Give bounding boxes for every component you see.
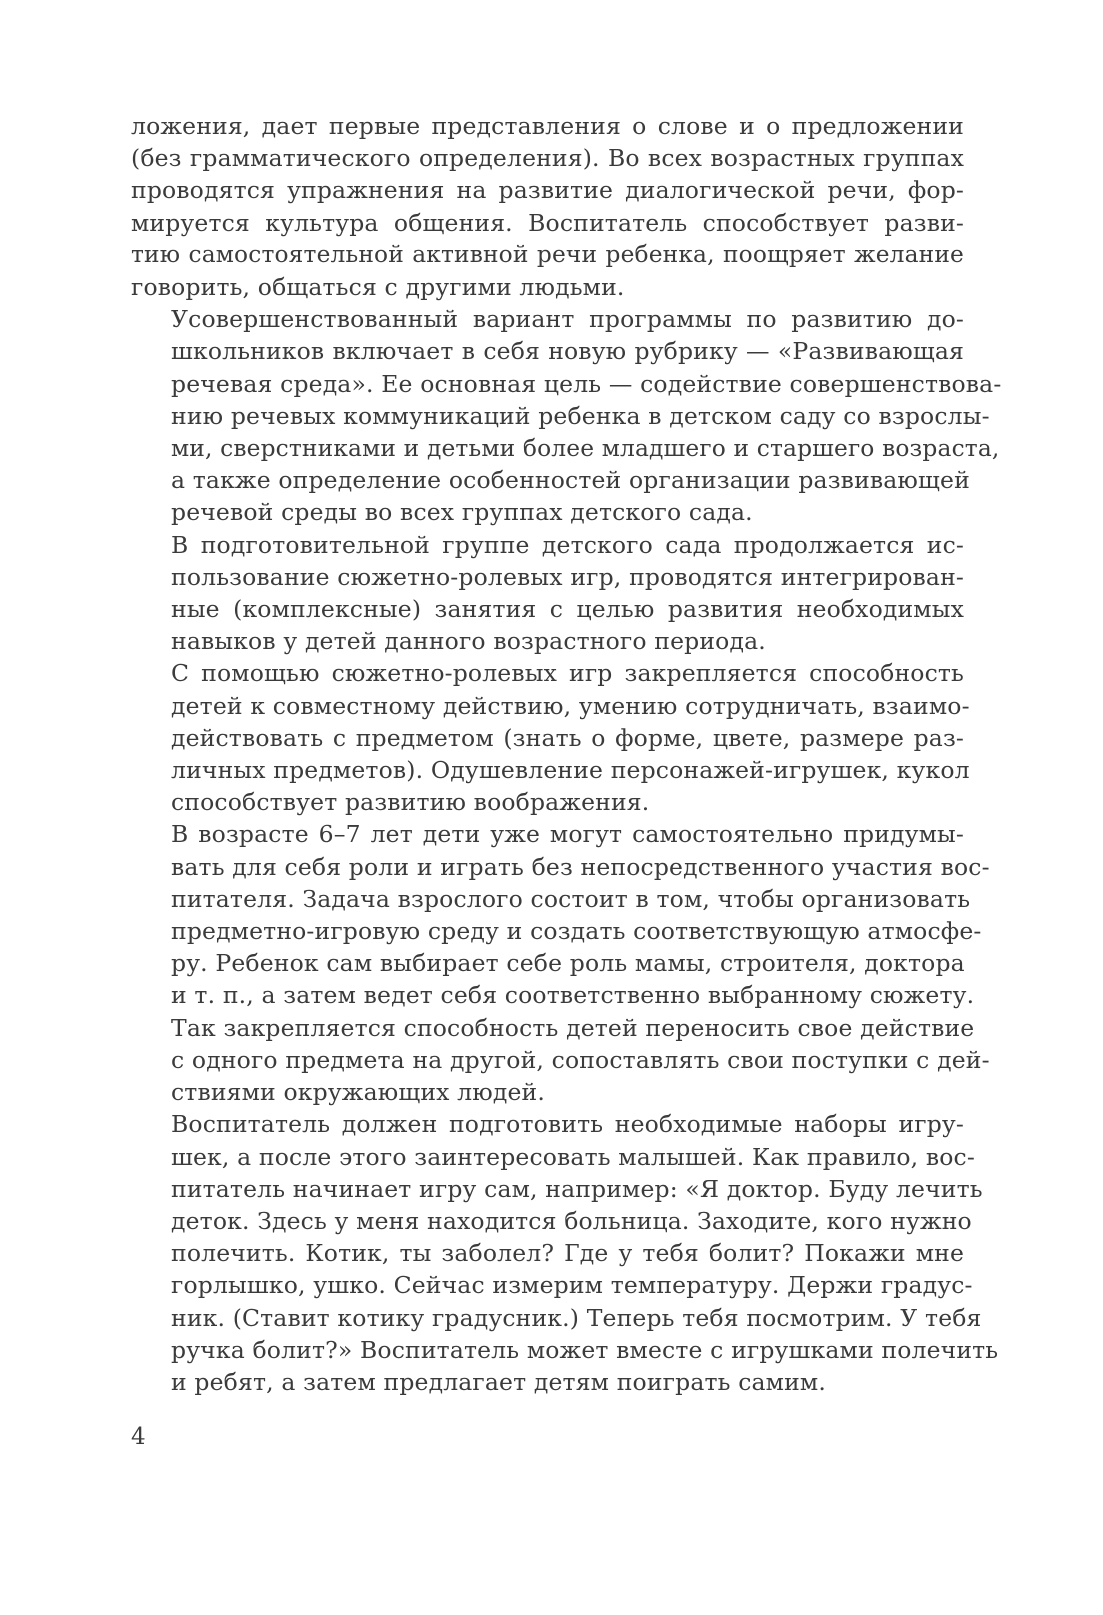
- text-line: пользование сюжетно-ролевых игр, проводятся интегрирован-: [171, 562, 964, 591]
- text-line: Так закрепляется способность детей переносить свое действие: [171, 1013, 975, 1042]
- text-line: питателя. Задача взрослого состоит в том, чтобы организовать: [171, 884, 971, 913]
- text-line: речевой среды во всех группах детского сада.: [171, 498, 753, 527]
- paragraph: [131, 657, 970, 818]
- text-line: нию речевых коммуникаций ребенка в детском саду со взрослы-: [171, 401, 990, 430]
- text-line: ложения, дает первые представления о слове и о предложении: [131, 112, 964, 140]
- text-line: и ребят, а затем предлагает детям поиграть самим.: [171, 1367, 826, 1396]
- text-line: ми, сверстниками и детьми более младшего и старшего возраста,: [171, 434, 1000, 463]
- text-line: ручка болит?» Воспитатель может вместе с игрушками полечить: [171, 1335, 999, 1364]
- text-line: Усовершенствованный вариант программы по развитию до-: [171, 305, 964, 334]
- text-line: школьников включает в себя новую рубрику — «Развивающая: [171, 337, 964, 366]
- text-line: (без грамматического определения). Во всех возрастных группах: [131, 144, 964, 173]
- text-line: способствует развитию воображения.: [171, 788, 650, 817]
- text-line: В подготовительной группе детского сада продолжается ис-: [171, 530, 964, 559]
- page-number: 4: [131, 1424, 146, 1450]
- paragraph: [131, 110, 964, 303]
- body-text: [131, 110, 1002, 1398]
- paragraph: [131, 303, 1002, 528]
- text-line: действовать с предметом (знать о форме, цвете, размере раз-: [171, 723, 964, 752]
- text-line: мируется культура общения. Воспитатель способствует разви-: [131, 208, 964, 237]
- text-line: говорить, общаться с другими людьми.: [131, 273, 625, 302]
- text-line: личных предметов). Одушевление персонажей-игрушек, кукол: [171, 756, 970, 785]
- paragraph: [131, 818, 990, 1108]
- paragraph: [131, 1108, 999, 1398]
- text-line: С помощью сюжетно-ролевых игр закрепляется способность: [171, 659, 964, 688]
- text-line: предметно-игровую среду и создать соответствующую атмосфе-: [171, 917, 982, 946]
- text-line: ные (комплексные) занятия с целью развития необходимых: [171, 595, 964, 624]
- text-line: горлышко, ушко. Сейчас измерим температуру. Держи градус-: [171, 1271, 973, 1300]
- text-line: навыков у детей данного возрастного периода.: [171, 627, 766, 656]
- text-line: с одного предмета на другой, сопоставлять свои поступки с дей-: [171, 1045, 990, 1074]
- text-line: питатель начинает игру сам, например: «Я доктор. Буду лечить: [171, 1174, 983, 1203]
- text-line: вать для себя роли и играть без непосредственного участия вос-: [171, 852, 990, 881]
- text-line: речевая среда». Ее основная цель — содействие совершенствова-: [171, 369, 1002, 398]
- text-line: и т. п., а затем ведет себя соответственно выбранному сюжету.: [171, 981, 975, 1010]
- text-line: ру. Ребенок сам выбирает себе роль мамы, строителя, доктора: [171, 949, 965, 978]
- text-line: детей к совместному действию, умению сотрудничать, взаимо-: [171, 691, 970, 720]
- text-line: В возрасте 6–7 лет дети уже могут самостоятельно придумы-: [171, 820, 964, 849]
- text-line: Воспитатель должен подготовить необходимые наборы игру-: [171, 1110, 964, 1139]
- text-line: полечить. Котик, ты заболел? Где у тебя болит? Покажи мне: [171, 1239, 964, 1268]
- text-line: проводятся упражнения на развитие диалогической речи, фор-: [131, 176, 964, 205]
- paragraph: [131, 529, 964, 658]
- text-line: тию самостоятельной активной речи ребенка, поощряет желание: [131, 240, 964, 268]
- text-line: деток. Здесь у меня находится больница. Заходите, кого нужно: [171, 1206, 972, 1235]
- text-line: ствиями окружающих людей.: [171, 1078, 545, 1107]
- text-line: а также определение особенностей организации развивающей: [171, 466, 970, 495]
- text-line: ник. (Ставит котику градусник.) Теперь тебя посмотрим. У тебя: [171, 1303, 982, 1332]
- text-line: шек, а после этого заинтересовать малышей. Как правило, вос-: [171, 1142, 975, 1171]
